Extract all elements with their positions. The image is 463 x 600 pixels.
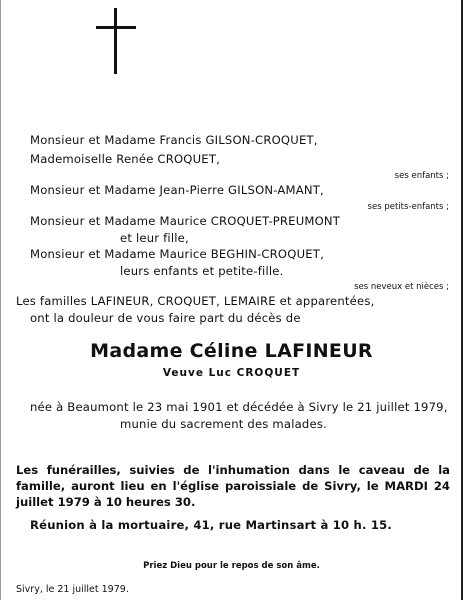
signature-line: Sivry, le 21 juillet 1979. xyxy=(16,584,129,595)
cross-icon xyxy=(96,8,136,74)
prayer-line: Priez Dieu pour le repos de son âme. xyxy=(143,561,320,571)
family-line-1: Monsieur et Madame Francis GILSON-CROQUET, xyxy=(30,133,318,147)
family-line-6: Les familles LAFINEUR, CROQUET, LEMAIRE et apparentées, xyxy=(16,294,375,308)
reunion-text: Réunion à la mortuaire, 41, rue Martinsart à 10 h. 15. xyxy=(30,518,392,532)
family-line-3: Monsieur et Madame Jean-Pierre GILSON-AMANT, xyxy=(30,183,324,197)
family-line-5b: leurs enfants et petite-fille. xyxy=(120,264,284,278)
sacrament-line: munie du sacrement des malades. xyxy=(120,417,327,431)
deceased-name: Madame Céline LAFINEUR xyxy=(90,340,373,362)
label-children: ses enfants ; xyxy=(394,171,449,181)
birth-death-line: née à Beaumont le 23 mai 1901 et décédée à Sivry le 21 juillet 1979, xyxy=(30,400,448,414)
family-line-4: Monsieur et Madame Maurice CROQUET-PREUMONT xyxy=(30,214,341,228)
label-nephews: ses neveux et nièces ; xyxy=(354,282,449,292)
family-line-2: Mademoiselle Renée CROQUET, xyxy=(30,152,220,166)
label-grandchildren: ses petits-enfants ; xyxy=(367,202,449,212)
family-line-4b: et leur fille, xyxy=(120,231,189,245)
widow-of: Veuve Luc CROQUET xyxy=(162,367,301,379)
family-line-7: ont la douleur de vous faire part du décès de xyxy=(30,311,301,325)
family-line-5: Monsieur et Madame Maurice BEGHIN-CROQUET, xyxy=(30,247,324,261)
page-left-edge xyxy=(0,0,1,600)
funeral-text: Les funérailles, suivies de l'inhumation dans le caveau de la famille, auront lieu en l'église paroissiale de Sivry, le MARDI 24 juillet 1979 à 10 heures 30. xyxy=(16,463,450,509)
